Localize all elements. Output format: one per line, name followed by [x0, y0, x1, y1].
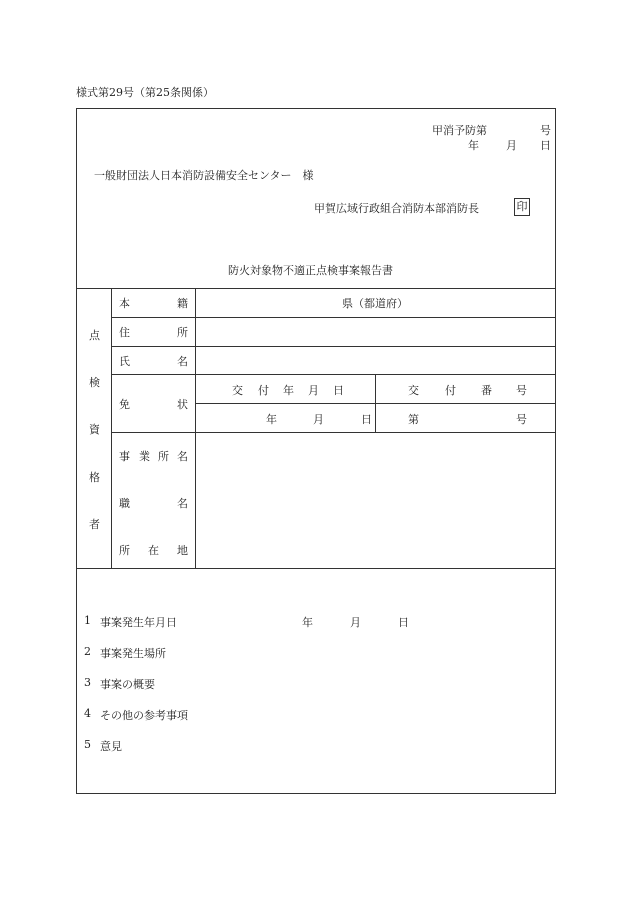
item-number: 1	[84, 614, 91, 627]
item1-day: 日	[398, 616, 409, 629]
form-number: 様式第29号（第25条関係）	[76, 86, 214, 99]
license-header-date: 年	[283, 384, 294, 397]
license-header-date: 交	[232, 384, 243, 397]
office-label: 業	[139, 450, 150, 463]
item1-year: 年	[302, 616, 313, 629]
honseki-label: 籍	[177, 297, 188, 310]
item-label: 事案発生年月日	[100, 616, 177, 629]
license-number-prefix: 第	[408, 413, 419, 426]
item-label: 事案の概要	[100, 678, 155, 691]
item-label: その他の参考事項	[100, 709, 188, 722]
row-line	[111, 317, 556, 318]
license-header-number: 付	[445, 384, 456, 397]
doc-number-suffix: 号	[540, 124, 551, 137]
item1-month: 月	[350, 616, 361, 629]
address-label: 所	[177, 326, 188, 339]
item-number: 4	[84, 707, 91, 720]
label-column-divider	[195, 288, 196, 568]
row-line	[111, 432, 556, 433]
honseki-value: 県（都道府）	[342, 297, 408, 310]
date-month: 月	[506, 139, 517, 152]
honseki-label: 本	[119, 297, 130, 310]
item-label: 意見	[100, 740, 122, 753]
item-label: 事案発生場所	[100, 647, 166, 660]
position-label: 職	[119, 497, 130, 510]
doc-number-prefix: 甲消予防第	[432, 124, 487, 137]
date-year: 年	[468, 139, 479, 152]
license-column-divider	[375, 374, 376, 432]
license-header-date: 日	[333, 384, 344, 397]
row-line	[111, 346, 556, 347]
side-label-divider	[111, 288, 112, 568]
name-label: 氏	[119, 355, 130, 368]
office-label: 事	[119, 450, 130, 463]
item-number: 2	[84, 645, 91, 658]
seal-stamp: 印	[514, 198, 530, 216]
license-date-month: 月	[313, 413, 324, 426]
location-label: 在	[148, 544, 159, 557]
location-label: 地	[177, 544, 188, 557]
table-top-line	[76, 288, 556, 289]
side-label-char: 点	[89, 329, 100, 342]
side-label-char: 資	[89, 423, 100, 436]
license-date-day: 日	[361, 413, 372, 426]
side-label-char: 検	[89, 376, 100, 389]
item-number: 5	[84, 738, 91, 751]
license-label: 免	[119, 398, 130, 411]
location-label: 所	[119, 544, 130, 557]
name-label: 名	[177, 355, 188, 368]
position-label: 名	[177, 497, 188, 510]
side-label-char: 格	[89, 471, 100, 484]
form-title: 防火対象物不適正点検事案報告書	[228, 264, 393, 277]
license-header-number: 交	[408, 384, 419, 397]
addressee: 一般財団法人日本消防設備安全センター 様	[94, 169, 314, 182]
office-label: 所	[158, 450, 169, 463]
license-number-suffix: 号	[516, 413, 527, 426]
license-header-number: 番	[481, 384, 492, 397]
sender: 甲賀広域行政組合消防本部消防長	[314, 202, 479, 215]
license-header-date: 付	[258, 384, 269, 397]
office-label: 名	[177, 450, 188, 463]
license-header-number: 号	[516, 384, 527, 397]
item-number: 3	[84, 676, 91, 689]
side-label-char: 者	[89, 518, 100, 531]
table-bottom-line	[76, 568, 556, 569]
date-day: 日	[540, 139, 551, 152]
address-label: 住	[119, 326, 130, 339]
row-line	[111, 374, 556, 375]
license-label: 状	[177, 398, 188, 411]
license-date-year: 年	[266, 413, 277, 426]
license-header-date: 月	[308, 384, 319, 397]
